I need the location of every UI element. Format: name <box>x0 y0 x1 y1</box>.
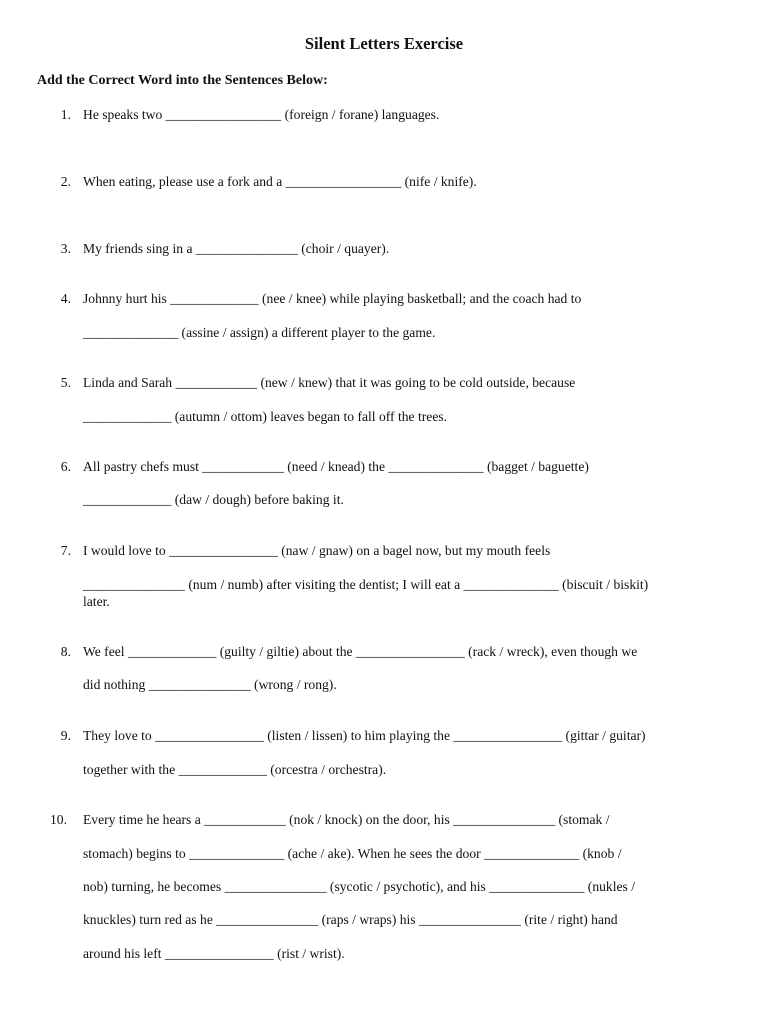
item-line: They love to ________________ (listen / lissen) to him playing the ________________ (gittar / guitar) <box>83 728 646 743</box>
item-line: _______________ (num / numb) after visiting the dentist; I will eat a ______________ (biscuit / biskit) <box>83 577 649 592</box>
item-line: around his left ________________ (rist / wrist). <box>83 946 345 961</box>
item-line: Linda and Sarah ____________ (new / knew) that it was going to be cold outside, because <box>83 375 576 390</box>
item-line: Every time he hears a ____________ (nok / knock) on the door, his _______________ (stomak / <box>83 812 610 827</box>
item-line: _____________ (autumn / ottom) leaves began to fall off the trees. <box>83 409 448 424</box>
item-number: 3. <box>60 241 71 256</box>
item-line: We feel _____________ (guilty / giltie) about the ________________ (rack / wreck), even though we <box>83 644 638 659</box>
item-line: together with the _____________ (orcestra / orchestra). <box>83 762 387 777</box>
item-line: My friends sing in a _______________ (choir / quayer). <box>83 241 390 256</box>
item-number: 4. <box>60 291 71 306</box>
item-line: nob) turning, he becomes _______________ (sycotic / psychotic), and his ______________ (nukles / <box>83 879 635 894</box>
item-line: When eating, please use a fork and a _________________ (nife / knife). <box>83 174 477 189</box>
item-number: 10. <box>50 812 67 827</box>
item-number: 5. <box>60 375 71 390</box>
item-number: 7. <box>60 543 71 558</box>
item-line: knuckles) turn red as he _______________ (raps / wraps) his _______________ (rite / right) hand <box>83 912 618 927</box>
item-line: All pastry chefs must ____________ (need / knead) the ______________ (bagget / baguette) <box>83 459 589 474</box>
item-line: ______________ (assine / assign) a different player to the game. <box>83 325 436 340</box>
item-line: _____________ (daw / dough) before baking it. <box>83 492 344 507</box>
item-line: stomach) begins to ______________ (ache / ake). When he sees the door ______________ (knob / <box>83 846 622 861</box>
item-number: 2. <box>60 174 71 189</box>
item-line: I would love to ________________ (naw / gnaw) on a bagel now, but my mouth feels <box>83 543 551 558</box>
item-number: 9. <box>60 728 71 743</box>
instructions-heading: Add the Correct Word into the Sentences Below: <box>37 73 328 88</box>
item-line: later. <box>83 594 110 609</box>
item-line: He speaks two _________________ (foreign / forane) languages. <box>83 107 440 122</box>
item-number: 1. <box>60 107 71 122</box>
page-title: Silent Letters Exercise <box>304 34 464 53</box>
item-line: did nothing _______________ (wrong / rong). <box>83 677 337 692</box>
item-number: 6. <box>60 459 71 474</box>
item-line: Johnny hurt his _____________ (nee / knee) while playing basketball; and the coach had to <box>83 291 582 306</box>
item-number: 8. <box>60 644 71 659</box>
